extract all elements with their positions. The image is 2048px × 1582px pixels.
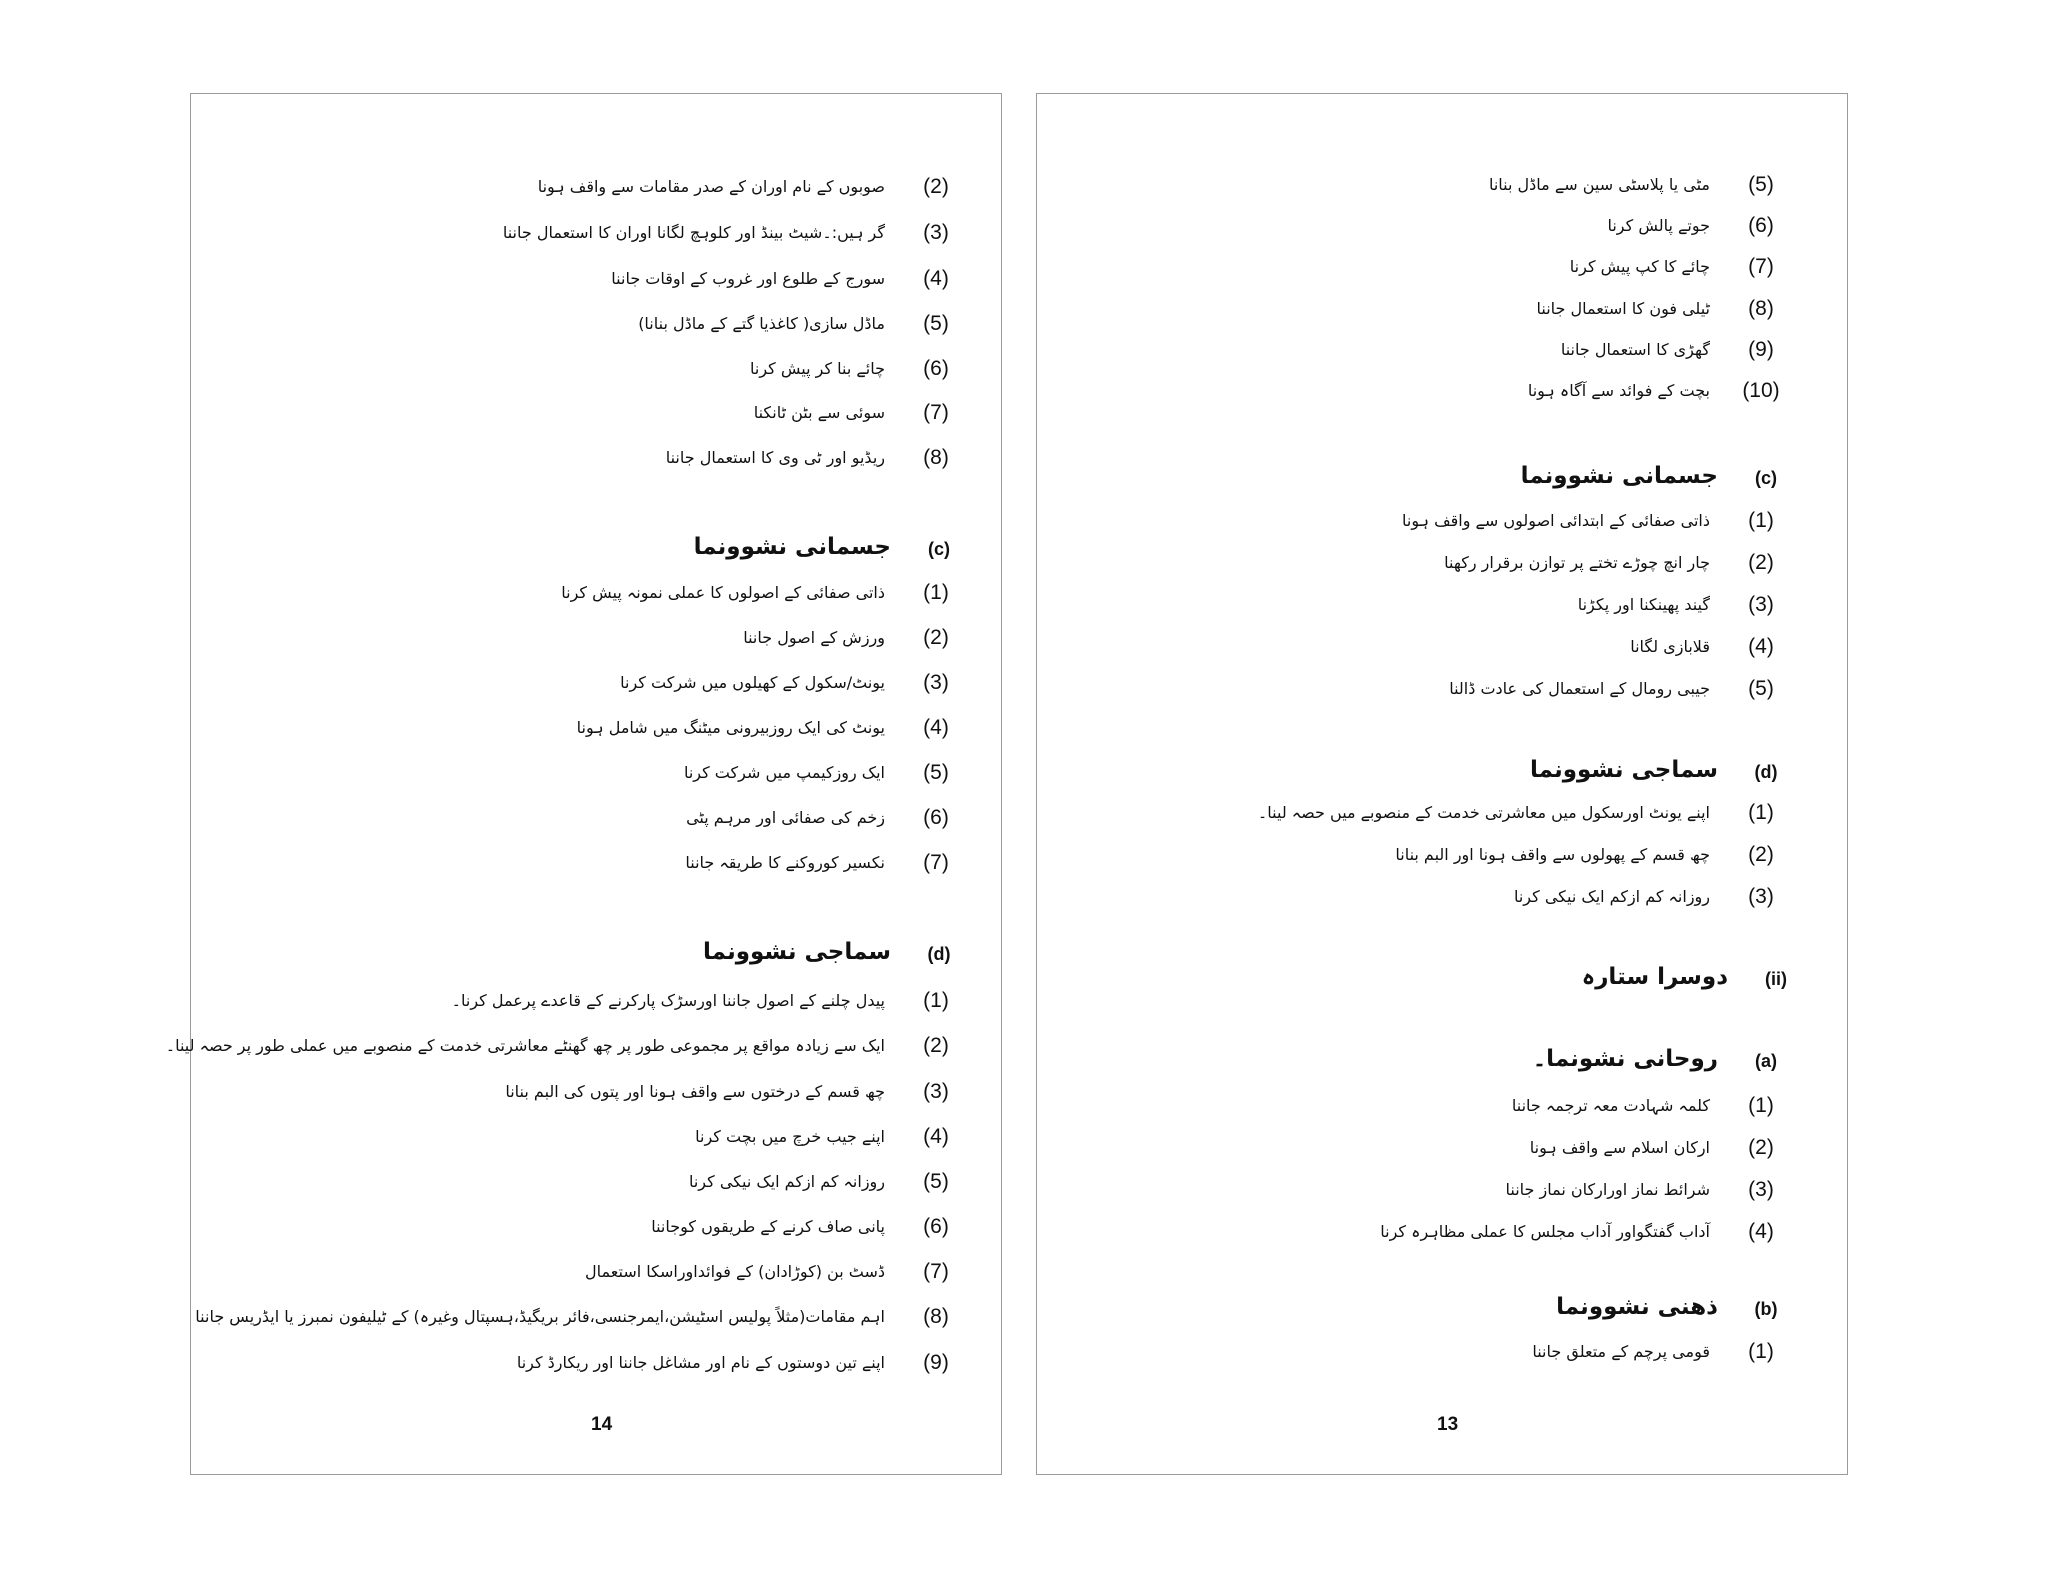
item-text: سوئی سے بٹن ٹانکنا <box>753 403 885 422</box>
item-text: ذاتی صفائی کے اصولوں کا عملی نمونہ پیش کرنا <box>561 583 885 602</box>
list-item <box>191 757 971 789</box>
item-number: (5) <box>923 761 949 784</box>
list-item <box>1037 169 1796 201</box>
item-number: (7) <box>923 1260 949 1283</box>
left-page <box>165 93 1002 1475</box>
list-item <box>1037 1090 1796 1122</box>
item-number: (4) <box>923 267 949 290</box>
item-text: اپنے جیب خرچ میں بچت کرنا <box>695 1127 885 1146</box>
list-item <box>191 217 971 249</box>
list-item <box>1037 1216 1796 1248</box>
list-item <box>1037 1336 1796 1368</box>
item-number: (2) <box>923 1034 949 1057</box>
section-heading <box>1037 1043 1796 1079</box>
list-item <box>191 353 971 385</box>
item-text: سورج کے طلوع اور غروب کے اوقات جاننا <box>611 269 885 288</box>
list-item <box>1037 797 1796 829</box>
item-number: (6) <box>923 806 949 829</box>
item-text: قلابازی لگانا <box>1630 637 1710 656</box>
item-text: ذاتی صفائی کے ابتدائی اصولوں سے واقف ہونا <box>1402 511 1710 530</box>
item-text: شرائط نماز اورارکان نماز جاننا <box>1505 1180 1710 1199</box>
right-page <box>1036 93 1848 1475</box>
item-text: نکسیر کوروکنے کا طریقہ جاننا <box>685 853 885 872</box>
list-item <box>191 1166 971 1198</box>
list-item <box>1037 334 1796 366</box>
item-number: (10) <box>1742 379 1780 402</box>
item-number: (7) <box>923 851 949 874</box>
list-item <box>1037 839 1796 871</box>
list-item <box>1037 1132 1796 1164</box>
list-item <box>1037 673 1796 705</box>
item-number: (6) <box>923 1215 949 1238</box>
item-text: ریڈیو اور ٹی وی کا استعمال جاننا <box>665 448 885 467</box>
item-number: (3) <box>1748 593 1774 616</box>
section-heading <box>1037 754 1796 790</box>
item-number: (3) <box>1748 885 1774 908</box>
section-letter: (ii) <box>1765 969 1787 989</box>
item-text: یونٹ کی ایک روزبیرونی میٹنگ میں شامل ہونا <box>576 718 885 737</box>
list-item <box>191 1301 971 1333</box>
item-number: (5) <box>1748 173 1774 196</box>
item-number: (2) <box>923 626 949 649</box>
item-number: (4) <box>1748 1220 1774 1243</box>
list-item <box>191 397 971 429</box>
list-item <box>191 847 971 879</box>
item-text: پانی صاف کرنے کے طریقوں کوجاننا <box>651 1217 885 1236</box>
item-number: (3) <box>923 671 949 694</box>
section-title: ذهنی نشوونما <box>1556 1294 1718 1320</box>
item-text: ایک سے زیادہ مواقع پر مجموعی طور پر چھ گھنٹے معاشرتی خدمت کے منصوبے میں عملی طور پر حصہ لینا۔ <box>165 1036 885 1055</box>
item-text: چھ قسم کے پھولوں سے واقف ہونا اور البم بنانا <box>1395 845 1710 864</box>
item-text: صوبوں کے نام اوران کے صدر مقامات سے واقف ہونا <box>537 177 885 196</box>
item-number: (1) <box>1748 1340 1774 1363</box>
item-number: (9) <box>1748 338 1774 361</box>
item-number: (1) <box>1748 509 1774 532</box>
list-item <box>1037 375 1796 407</box>
list-item <box>1037 589 1796 621</box>
list-item <box>165 1030 971 1062</box>
item-number: (4) <box>923 716 949 739</box>
list-item <box>191 263 971 295</box>
item-text: آداب گفتگواور آداب مجلس کا عملی مظاہرہ کرنا <box>1380 1222 1710 1241</box>
item-text: بچت کے فوائد سے آگاہ ہونا <box>1527 381 1710 400</box>
item-number: (3) <box>923 221 949 244</box>
list-item <box>1037 251 1796 283</box>
list-item <box>1037 547 1796 579</box>
list-item <box>1037 293 1796 325</box>
section-title: جسمانی نشوونما <box>1520 463 1718 489</box>
item-number: (2) <box>1748 843 1774 866</box>
section-letter: (d) <box>927 944 951 964</box>
list-item <box>191 985 971 1017</box>
list-item <box>1037 505 1796 537</box>
item-text: روزانہ کم ازکم ایک نیکی کرنا <box>1513 887 1710 906</box>
list-item <box>191 1256 971 1288</box>
list-item <box>191 442 971 474</box>
list-item <box>191 1121 971 1153</box>
list-item <box>191 667 971 699</box>
item-number: (2) <box>1748 551 1774 574</box>
section-letter: (c) <box>1755 468 1777 488</box>
item-text: مٹی یا پلاسٹی سین سے ماڈل بنانا <box>1488 175 1710 194</box>
section-heading <box>191 531 969 567</box>
item-number: (4) <box>923 1125 949 1148</box>
item-number: (1) <box>923 581 949 604</box>
item-text: گھڑی کا استعمال جاننا <box>1560 340 1710 359</box>
list-item <box>191 802 971 834</box>
item-text: اپنے یونٹ اورسکول میں معاشرتی خدمت کے منصوبے میں حصہ لینا۔ <box>1257 803 1710 822</box>
item-text: ارکان اسلام سے واقف ہونا <box>1529 1138 1710 1157</box>
item-number: (1) <box>1748 801 1774 824</box>
item-text: گیند پھینکنا اور پکڑنا <box>1577 595 1710 614</box>
item-number: (3) <box>1748 1178 1774 1201</box>
item-text: ماڈل سازی( کاغذیا گتے کے ماڈل بنانا) <box>638 314 885 333</box>
section-letter: (c) <box>928 539 950 559</box>
section-title: جسمانی نشوونما <box>693 534 891 560</box>
item-number: (6) <box>923 357 949 380</box>
item-text: کلمہ شہادت معہ ترجمہ جاننا <box>1511 1096 1710 1115</box>
item-text: چار انچ چوڑے تختے پر توازن برقرار رکھنا <box>1444 553 1710 572</box>
item-text: اپنے تین دوستوں کے نام اور مشاغل جاننا اور ریکارڈ کرنا <box>516 1353 885 1372</box>
item-text: زخم کی صفائی اور مرہم پٹی <box>686 808 885 827</box>
item-number: (5) <box>1748 677 1774 700</box>
item-number: (7) <box>923 401 949 424</box>
list-item <box>1037 210 1796 242</box>
item-number: (8) <box>923 446 949 469</box>
section-title: روحانی نشونما۔ <box>1532 1046 1718 1072</box>
item-number: (1) <box>923 989 949 1012</box>
list-item <box>191 712 971 744</box>
item-text: ایک روزکیمپ میں شرکت کرنا <box>683 763 885 782</box>
section-title: سماجی نشوونما <box>1530 757 1718 783</box>
section-title: سماجی نشوونما <box>703 939 891 965</box>
item-text: جیبی رومال کے استعمال کی عادت ڈالنا <box>1449 679 1710 698</box>
item-text: پیدل چلنے کے اصول جاننا اورسڑک پارکرنے کے قاعدے پرعمل کرنا۔ <box>451 991 885 1010</box>
section-heading <box>1037 1291 1796 1327</box>
item-text: اہم مقامات(مثلاً پولیس اسٹیشن،ایمرجنسی،فائر بریگیڈ،ہسپتال وغیرہ) کے ٹیلیفون نمبرز یا ایڈریس جاننا <box>195 1307 885 1326</box>
item-text: یونٹ/سکول کے کھیلوں میں شرکت کرنا <box>620 673 885 692</box>
item-text: ڈسٹ بن (کوڑادان) کے فوائداوراسکا استعمال <box>585 1262 885 1281</box>
list-item <box>191 171 971 203</box>
item-number: (5) <box>923 312 949 335</box>
section-heading <box>1037 460 1796 496</box>
item-number: (7) <box>1748 255 1774 278</box>
page-number: 14 <box>591 1414 613 1435</box>
item-text: گر ہیں:۔شیٹ بینڈ اور کلوہچ لگانا اوران کا استعمال جاننا <box>502 223 885 242</box>
item-text: چھ قسم کے درختوں سے واقف ہونا اور پتوں کی البم بنانا <box>505 1082 885 1101</box>
list-item <box>191 308 971 340</box>
item-text: قومی پرچم کے متعلق جاننا <box>1532 1342 1710 1361</box>
item-text: ٹیلی فون کا استعمال جاننا <box>1536 299 1710 318</box>
list-item <box>191 622 971 654</box>
item-number: (9) <box>923 1351 949 1374</box>
item-number: (3) <box>923 1080 949 1103</box>
section-letter: (a) <box>1755 1051 1777 1071</box>
list-item <box>1037 1174 1796 1206</box>
list-item <box>191 1076 971 1108</box>
item-text: ورزش کے اصول جاننا <box>743 628 885 647</box>
page-number: 13 <box>1437 1414 1459 1435</box>
list-item <box>191 577 971 609</box>
list-item <box>191 1211 971 1243</box>
item-number: (8) <box>923 1305 949 1328</box>
item-text: چائے بنا کر پیش کرنا <box>750 359 885 378</box>
item-number: (4) <box>1748 635 1774 658</box>
item-text: جوتے پالش کرنا <box>1607 216 1710 235</box>
item-number: (5) <box>923 1170 949 1193</box>
item-number: (2) <box>923 175 949 198</box>
item-number: (2) <box>1748 1136 1774 1159</box>
section-title: دوسرا ستارہ <box>1581 964 1728 990</box>
item-text: چائے کا کپ پیش کرنا <box>1569 257 1710 276</box>
item-text: روزانہ کم ازکم ایک نیکی کرنا <box>688 1172 885 1191</box>
section-letter: (b) <box>1754 1299 1778 1319</box>
item-number: (8) <box>1748 297 1774 320</box>
item-number: (6) <box>1748 214 1774 237</box>
list-item <box>1037 631 1796 663</box>
list-item <box>1037 881 1796 913</box>
item-number: (1) <box>1748 1094 1774 1117</box>
section-heading <box>191 936 969 972</box>
section-letter: (d) <box>1754 762 1778 782</box>
section-heading <box>1037 961 1806 997</box>
list-item <box>191 1347 971 1379</box>
